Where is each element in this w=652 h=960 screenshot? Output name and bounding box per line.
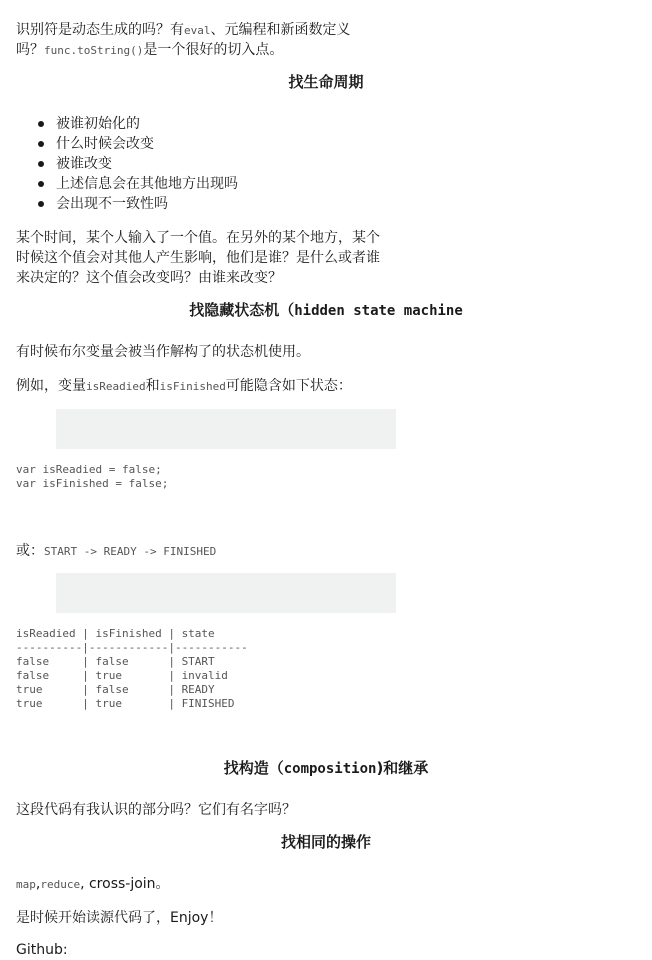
- state-para-1: 有时候布尔变量会被当作解构了的状态机使用。: [16, 344, 310, 360]
- code-block-header: [56, 409, 396, 449]
- heading-lifecycle: 找生命周期: [288, 73, 364, 91]
- inline-code: reduce: [40, 878, 81, 891]
- lifecycle-para-line: 时候这个值会对其他人产生影响，他们是谁？是什么或者谁: [16, 250, 380, 266]
- lifecycle-para-line: 来决定的？这个值会改变吗？由谁来改变？: [16, 270, 282, 286]
- separator: ,: [35, 876, 41, 892]
- intro-text: 是一个很好的切入点。: [143, 42, 284, 58]
- intro-line-2: [16, 40, 283, 61]
- lifecycle-list: [16, 114, 238, 214]
- heading-same-ops: 找相同的操作: [280, 833, 371, 851]
- or-label: 或：: [16, 543, 44, 559]
- or-line: [16, 541, 216, 562]
- same-ops-line: [16, 874, 170, 895]
- heading-text: )和继承: [376, 759, 429, 777]
- code-block-vars: var isReadied = false; var isFinished = false;: [16, 463, 169, 490]
- intro-text: 识别符是动态生成的吗？有: [16, 22, 184, 38]
- list-item: 会出现不一致性吗: [16, 194, 238, 214]
- heading-state-machine: [0, 300, 652, 321]
- heading-text: 找隐藏状态机（: [189, 301, 295, 319]
- para-text: 可能隐含如下状态：: [225, 378, 352, 394]
- heading-code: composition: [283, 761, 377, 777]
- enjoy-line: 是时候开始读源代码了，Enjoy！: [16, 910, 223, 926]
- list-item: 被谁初始化的: [16, 114, 238, 134]
- heading-composition: [0, 758, 652, 779]
- inline-code: eval: [184, 24, 211, 37]
- para-text: 和: [145, 378, 160, 394]
- composition-para: 这段代码有我认识的部分吗？它们有名字吗？: [16, 802, 296, 818]
- heading-text: 找构造（: [223, 759, 284, 777]
- heading-code: hidden state machine: [294, 303, 463, 319]
- inline-code: func.toString(): [44, 44, 144, 57]
- state-para-2: [16, 376, 352, 397]
- intro-text: 吗？: [16, 42, 44, 58]
- list-item: 被谁改变: [16, 154, 238, 174]
- para-text: , cross-join。: [80, 876, 170, 892]
- list-item: 上述信息会在其他地方出现吗: [16, 174, 238, 194]
- inline-code: map: [16, 878, 36, 891]
- lifecycle-para-line: 某个时间，某个人输入了一个值。在另外的某个地方，某个: [16, 230, 380, 246]
- intro-text: 、元编程和新函数定义: [210, 22, 351, 38]
- list-item: 什么时候会改变: [16, 134, 238, 154]
- code-block-header: [56, 573, 396, 613]
- para-text: 例如，变量: [16, 378, 86, 394]
- inline-code: isFinished: [159, 380, 226, 393]
- code-block-table: isReadied | isFinished | state ----------|------------|----------- false | false | START false | true | invalid true | false | READY true | true | FINISHED: [16, 627, 248, 710]
- github-label: Github:: [16, 942, 68, 958]
- intro-line-1: [16, 20, 351, 41]
- inline-code: isReadied: [86, 380, 146, 393]
- inline-code: START -> READY -> FINISHED: [44, 545, 217, 558]
